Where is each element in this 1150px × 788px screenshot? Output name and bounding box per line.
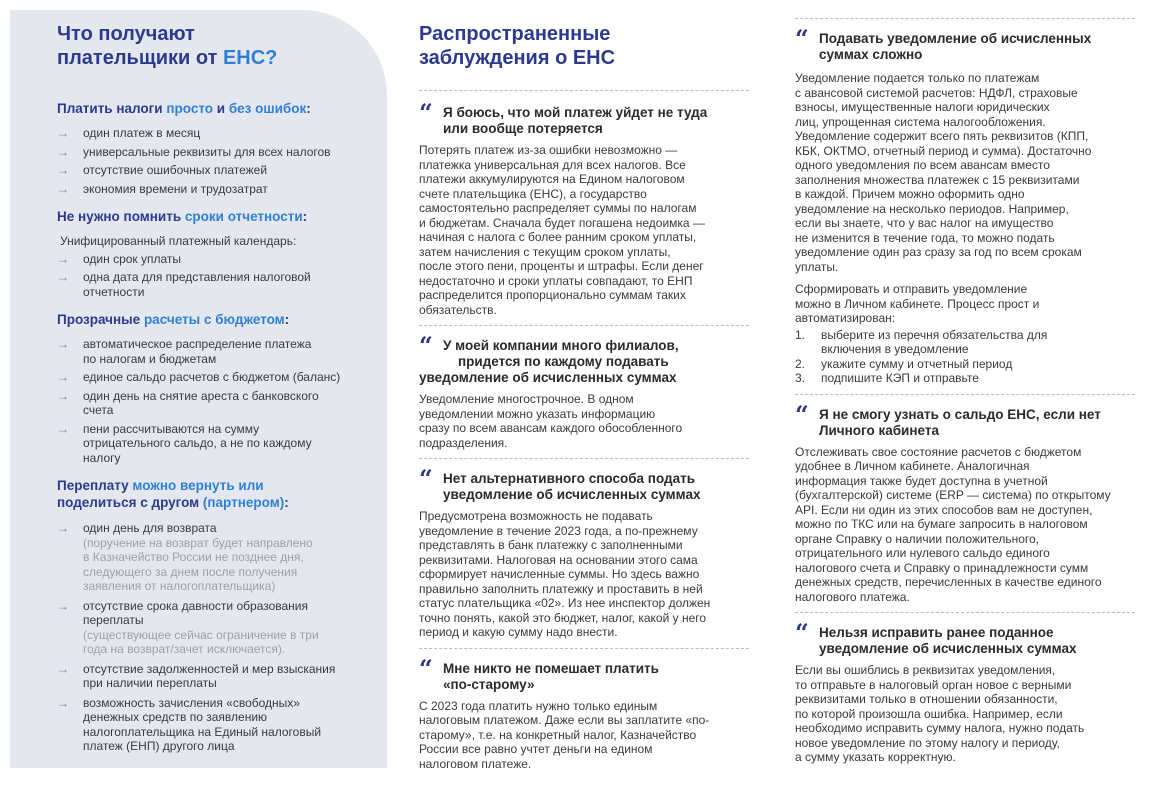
arrow-icon: →: [57, 521, 69, 535]
myths-title: Распространенные заблуждения о ЕНС: [419, 23, 616, 69]
benefit-section-2: [57, 208, 377, 299]
section-heading: Не нужно помнить сроки отчетности:: [57, 209, 308, 224]
myth-body: С 2023 года платить нужно только единым налоговым платежом. Даже если вы заплатите «по- старому», т.е. на конкретный налог, Казначейство России все равно учтет деньги на едином налоговом платеже.: [419, 698, 710, 771]
list-item: → универсальные реквизиты для всех налогов: [57, 144, 331, 159]
benefit-section-1: [57, 100, 377, 196]
section-heading: Прозрачные расчеты с бюджетом:: [57, 312, 290, 327]
arrow-icon: →: [57, 126, 69, 140]
myth-heading: “ Я не смогу узнать о сальдо ЕНС, если нет Личного кабинета: [795, 399, 1101, 438]
arrow-icon: →: [57, 163, 69, 177]
list-item: → единое сальдо расчетов с бюджетом (баланс): [57, 370, 341, 384]
quote-icon: “: [419, 464, 433, 493]
list-item: → один платеж в месяц: [57, 126, 201, 140]
benefits-title: Что получают плательщики от ЕНС?: [57, 23, 278, 69]
list-item: → экономия времени и трудозатрат: [57, 181, 268, 196]
arrow-icon: →: [57, 695, 69, 710]
arrow-icon: →: [57, 337, 69, 351]
arrow-icon: →: [57, 251, 69, 266]
myth-body: Предусмотрена возможность не подавать уведомление в течение 2023 года, а по-прежнему представлять в банк платежку с заполненными реквизитами. Налоговая на основании этого сама сформирует начисленные суммы. Но здесь важно правильно заполнить платежку и проставить в ней статус плательщика «02». Из нее инспектор должен точно понять, какой это бюджет, налог, какой у него период и какую сумму надо внести.: [419, 509, 711, 639]
list-item: → автоматическое распределение платежа по налогам и бюджетам: [57, 337, 312, 366]
myth-heading: “ Мне никто не помешает платить «по-старому»: [419, 653, 659, 692]
benefit-section-3: [57, 311, 377, 465]
divider: [419, 90, 749, 91]
section-intro: Унифицированный платежный календарь:: [60, 234, 297, 248]
myth-body: Отслеживать свое состояние расчетов с бюджетом удобнее в Личном кабинете. Аналогичная информация также будет доступна в учетной (бухгалтерской) системе (ERP — система) по открытому API. Если ни один из этих способов вам не доступен, можно по ТКС или на бумаге запросить в налоговом органе Справку о наличии положительного, отрицательного или нулевого сальдо единого налогового счета и Справку о принадлежности сумм денежных средств, перечисленных в качестве единого налогового платежа.: [795, 444, 1111, 604]
myths-column-continued: [795, 18, 1135, 765]
list-item: → один срок уплаты: [57, 251, 182, 266]
myth-heading: “ Нет альтернативного способа подать уведомление об исчисленных суммах: [419, 464, 701, 502]
arrow-icon: →: [57, 661, 69, 676]
myth-heading: “ Я боюсь, что мой платеж уйдет не туда или вообще потеряется: [419, 98, 708, 136]
myth-block-3: [419, 464, 749, 640]
list-item: → пени рассчитываются на сумму отрицательного сальдо, а не по каждому налогу: [57, 421, 312, 465]
myth-block-5: [795, 24, 1135, 386]
list-item: → один день для возврата (поручение на возврат будет направлено в Казначейство России не позднее дня, следующего за днем после получения заявления от налогоплательщика): [57, 521, 313, 593]
myth-block-4: [419, 653, 749, 772]
myth-body: Если вы ошиблись в реквизитах уведомления, то отправьте в налоговый орган новое с верными реквизитами только в отношении обязанности, по которой произошла ошибка. Например, если необходимо исправить сумму налога, нужно подать новое уведомление по этому налогу и периоду, а сумму указать корректную.: [795, 663, 1085, 764]
arrow-icon: →: [57, 598, 69, 613]
arrow-icon: →: [57, 181, 69, 196]
myth-block-7: [795, 618, 1135, 765]
divider: [795, 18, 1135, 19]
arrow-icon: →: [57, 388, 69, 403]
list-item: → отсутствие ошибочных платежей: [57, 163, 268, 177]
list-item: → одна дата для представления налоговой отчетности: [57, 270, 311, 299]
divider: [419, 648, 749, 649]
myth-block-2: [419, 331, 749, 450]
quote-icon: “: [419, 98, 433, 127]
list-item: → отсутствие срока давности образования переплаты (существующее сейчас ограничение в три года на возврат/зачет исключается).: [57, 598, 319, 656]
divider: [419, 325, 749, 326]
quote-icon: “: [795, 399, 809, 429]
quote-icon: “: [795, 24, 809, 53]
quote-icon: “: [419, 331, 433, 360]
section-heading: Платить налоги просто и без ошибок:: [57, 101, 311, 116]
divider: [795, 394, 1135, 395]
quote-icon: “: [795, 618, 809, 647]
myth-heading: “ Подавать уведомление об исчисленных суммах сложно: [795, 24, 1092, 62]
arrow-icon: →: [57, 370, 69, 384]
myth-block-6: [795, 399, 1135, 605]
list-item: → один день на снятие ареста с банковского счета: [57, 388, 319, 417]
step-item: 3. подпишите КЭП и отправьте: [795, 371, 979, 385]
arrow-icon: →: [57, 144, 69, 159]
steps-list: [795, 328, 1135, 386]
arrow-icon: →: [57, 270, 69, 284]
myth-body: Потерять платеж из-за ошибки невозможно — платежка универсальная для всех налогов. Все платежи аккумулируются на Едином налоговом счете плательщика (ЕНС), а государство самостоятельно распределяет суммы по налогам и бюджетам. Сначала будет погашена недоимка — начиная с налога с более ранним сроком уплаты, затем начисления с текущим сроком уплаты, после этого пени, проценты и штрафы. Если денег недостаточно и сроки уплаты совпадают, то ЕНП распределится пропорционально суммам таких обязательств.: [419, 143, 705, 317]
myth-body: Уведомление подается только по платежам с авансовой системой расчетов: НДФЛ, страховые взносы, имущественные налоги юридических лиц, упрощенная система налогообложения. Уведомление содержит всего пять реквизитов (КПП, КБК, ОКТМО, отчетный период и сумма). Достаточно одного уведомления по всем авансам вместо заполнения множества платежек с 15 реквизитами в каждой. Причем можно оформить одно уведомление на несколько периодов. Например, если вы знаете, что у вас налог на имущество не изменится в течение года, то можно подать уведомление один раз сразу за год по всем срокам уплаты.: [795, 71, 1092, 274]
myth-heading: “ Нельзя исправить ранее поданное уведомление об исчисленных суммах: [795, 618, 1077, 656]
divider: [419, 458, 749, 459]
step-item: 1. выберите из перечня обязательства для включения в уведомление: [795, 327, 1048, 356]
divider: [795, 612, 1135, 613]
list-item: → возможность зачисления «свободных» денежных средств по заявлению налогоплательщика на Единый налоговый платеж (ЕНП) другого лица: [57, 695, 322, 753]
arrow-icon: →: [57, 421, 69, 436]
myth-body: Уведомление многострочное. В одном уведомлении можно указать информацию сразу по всем авансам каждого обособленного подразделения.: [419, 392, 683, 450]
quote-icon: “: [419, 653, 433, 683]
myth-block-1: [419, 98, 749, 317]
step-item: 2. укажите сумму и отчетный период: [795, 356, 1013, 371]
benefit-section-4: [57, 477, 377, 754]
section-heading: Переплату можно вернуть или поделиться с другом (партнером):: [57, 478, 289, 510]
list-item: → отсутствие задолженностей и мер взыскания при наличии переплаты: [57, 661, 336, 690]
myth-heading: “ У моей компании много филиалов, придется по каждому подавать уведомление об исчисленных суммах: [419, 331, 679, 385]
myth-body-continued: Сформировать и отправить уведомление можно в Личном кабинете. Процесс прост и автоматизирован:: [795, 282, 1040, 325]
myths-column: [419, 22, 749, 771]
benefits-column: [57, 22, 377, 754]
